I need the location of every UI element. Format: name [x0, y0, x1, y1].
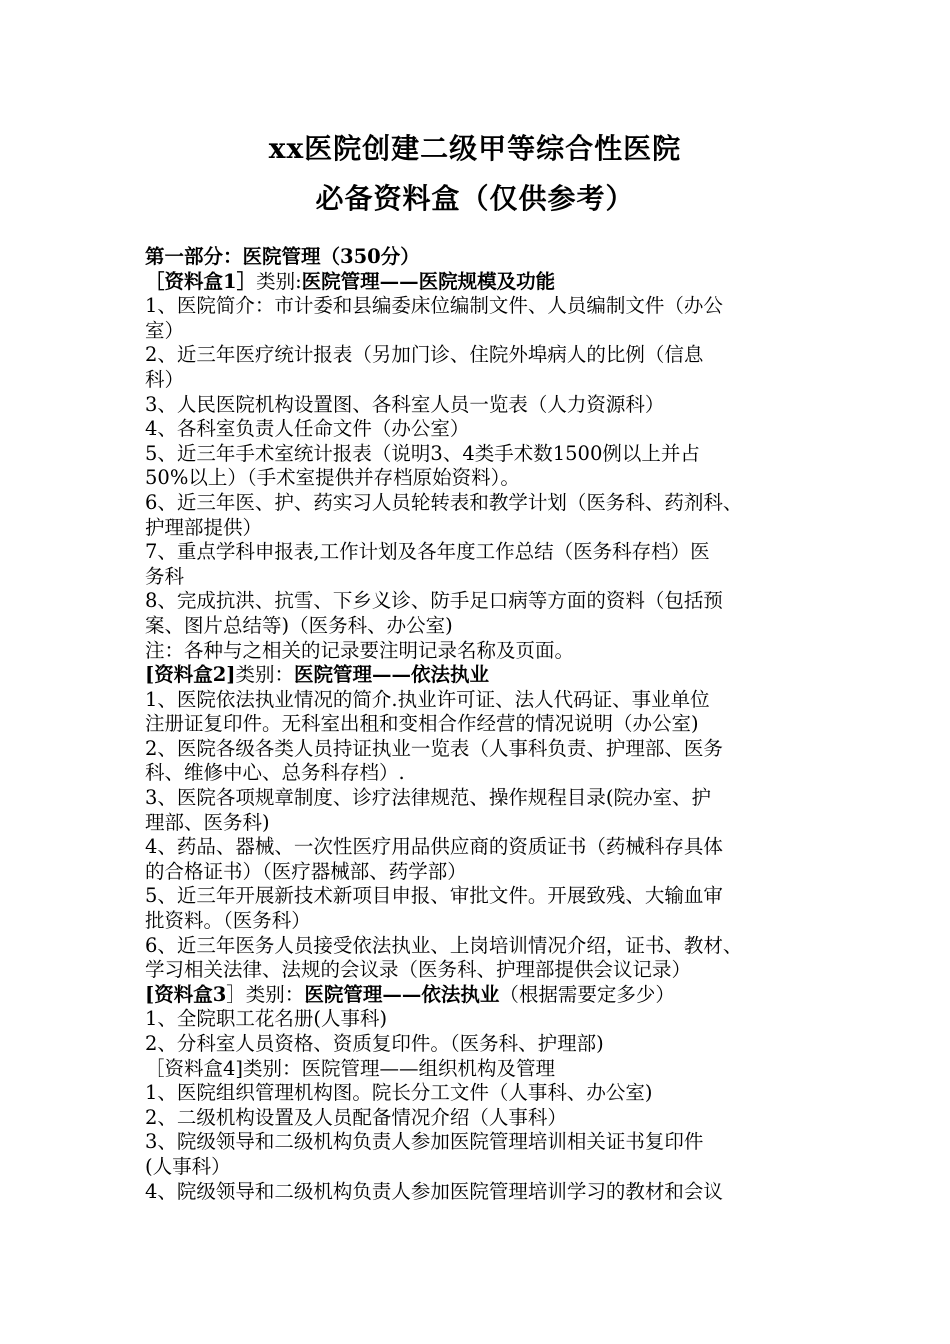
- text-segment: 2、分科室人员资格、资质复印件。（医务科、护理部): [145, 1032, 604, 1055]
- text-line: [145, 1057, 835, 1082]
- text-line: [145, 958, 835, 983]
- text-line: [145, 245, 835, 270]
- text-segment: 3、院级领导和二级机构负责人参加医院管理培训相关证书复印件: [145, 1130, 704, 1154]
- bold-text: ［资料盒1］: [145, 269, 257, 293]
- text-segment: 2、二级机构设置及人员配备情况介绍（人事科）: [145, 1105, 567, 1129]
- document-title: xx医院创建二级甲等综合性医院: [268, 132, 682, 165]
- text-line: [145, 1180, 835, 1205]
- text-segment: 1、医院组织管理机构图。院长分工文件（人事科、办公室): [145, 1081, 653, 1105]
- text-line: [145, 909, 835, 934]
- text-line: [145, 712, 835, 737]
- text-segment: 护理部提供）: [145, 515, 263, 539]
- text-line: [145, 270, 835, 295]
- text-line: [145, 319, 835, 344]
- text-line: [145, 417, 835, 442]
- text-segment: 科、维修中心、总务科存档）.: [145, 761, 405, 785]
- text-line: [145, 884, 835, 909]
- bold-text: 第一部分：医院管理（350分）: [145, 245, 420, 268]
- text-line: [145, 368, 835, 393]
- text-segment: 注：各种与之相关的记录要注明记录名称及页面。: [145, 638, 575, 662]
- text-segment: 室）: [145, 318, 185, 342]
- text-line: [145, 1155, 835, 1180]
- text-segment: 2、医院各级各类人员持证执业一览表（人事科负责、护理部、医务: [145, 736, 723, 760]
- text-line: [145, 860, 835, 885]
- text-line: [145, 1081, 835, 1106]
- text-segment: 5、近三年开展新技术新项目申报、审批文件。开展致残、大输血审: [145, 884, 723, 908]
- text-segment: 50%以上）（手术室提供并存档原始资料）。: [145, 466, 520, 490]
- text-segment: (人事科）: [145, 1154, 231, 1178]
- bold-text: [资料盒3: [145, 982, 227, 1006]
- text-segment: 5、近三年手术室统计报表（说明3、4类手术数1500例以上并占: [145, 441, 700, 465]
- text-segment: 类别:: [256, 269, 302, 293]
- text-segment: 4、药品、器械、一次性医疗用品供应商的资质证书（药械科存具体: [145, 835, 723, 859]
- text-segment: 类别：: [235, 663, 295, 687]
- text-segment: 4、院级领导和二级机构负责人参加医院管理培训学习的教材和会议: [145, 1179, 723, 1203]
- text-line: [145, 294, 835, 319]
- text-segment: 1、医院简介：市计委和县编委床位编制文件、人员编制文件（办公: [145, 294, 723, 318]
- text-segment: 务科: [145, 564, 185, 588]
- text-line: [145, 589, 835, 614]
- text-segment: 批资料。（医务科）: [145, 909, 311, 933]
- text-segment: （根据需要定多少）: [499, 982, 675, 1006]
- text-segment: 6、近三年医务人员接受依法执业、上岗培训情况介绍，证书、教材、: [145, 933, 743, 957]
- text-line: [145, 663, 835, 688]
- text-line: [145, 811, 835, 836]
- text-line: [145, 1032, 835, 1057]
- text-line: [145, 639, 835, 664]
- text-segment: ］类别：: [226, 982, 305, 1006]
- text-segment: 1、全院职工花名册(人事科): [145, 1007, 388, 1031]
- text-line: [145, 1130, 835, 1155]
- text-line: [145, 343, 835, 368]
- bold-text: 医院管理——医院规模及功能: [301, 269, 556, 293]
- document-body: [145, 245, 835, 1204]
- text-line: [145, 442, 835, 467]
- text-line: [145, 761, 835, 786]
- text-line: [145, 540, 835, 565]
- text-segment: ［资料盒4]类别：医院管理——组织机构及管理: [145, 1056, 556, 1080]
- text-segment: 3、医院各项规章制度、诊疗法律规范、操作规程目录(院办室、护: [145, 786, 712, 810]
- text-segment: 注册证复印件。无科室出租和变相合作经营的情况说明（办公室): [145, 712, 699, 736]
- text-line: [145, 614, 835, 639]
- text-segment: 8、完成抗洪、抗雪、下乡义诊、防手足口病等方面的资料（包括预: [145, 589, 723, 613]
- text-segment: 科）: [145, 367, 185, 391]
- text-line: [145, 393, 835, 418]
- text-line: [145, 1106, 835, 1131]
- document-subtitle: 必备资料盒（仅供参考）: [315, 182, 635, 215]
- text-segment: 1、医院依法执业情况的简介.执业许可证、法人代码证、事业单位: [145, 687, 710, 711]
- bold-text: [资料盒2]: [145, 663, 236, 687]
- text-line: [145, 835, 835, 860]
- text-segment: 4、各科室负责人任命文件（办公室）: [145, 417, 470, 441]
- bold-text: 医院管理——依法执业: [304, 982, 500, 1006]
- text-segment: 3、人民医院机构设置图、各科室人员一览表（人力资源科）: [145, 392, 665, 416]
- text-segment: 2、近三年医疗统计报表（另加门诊、住院外埠病人的比例（信息: [145, 343, 704, 367]
- text-segment: 理部、医务科): [145, 810, 270, 834]
- text-line: [145, 737, 835, 762]
- text-line: [145, 1007, 835, 1032]
- text-segment: 的合格证书）（医疗器械部、药学部）: [145, 859, 467, 883]
- bold-text: 医院管理——依法执业: [294, 663, 490, 687]
- text-line: [145, 516, 835, 541]
- text-line: [145, 565, 835, 590]
- text-line: [145, 934, 835, 959]
- text-line: [145, 491, 835, 516]
- text-line: [145, 688, 835, 713]
- text-segment: 6、近三年医、护、药实习人员轮转表和教学计划（医务科、药剂科、: [145, 490, 743, 514]
- text-segment: 7、重点学科申报表,工作计划及各年度工作总结（医务科存档）医: [145, 540, 710, 564]
- text-segment: 学习相关法律、法规的会议录（医务科、护理部提供会议记录）: [145, 958, 692, 982]
- text-line: [145, 983, 835, 1008]
- text-segment: 案、图片总结等)（医务科、办公室): [145, 613, 453, 637]
- text-line: [145, 466, 835, 491]
- text-line: [145, 786, 835, 811]
